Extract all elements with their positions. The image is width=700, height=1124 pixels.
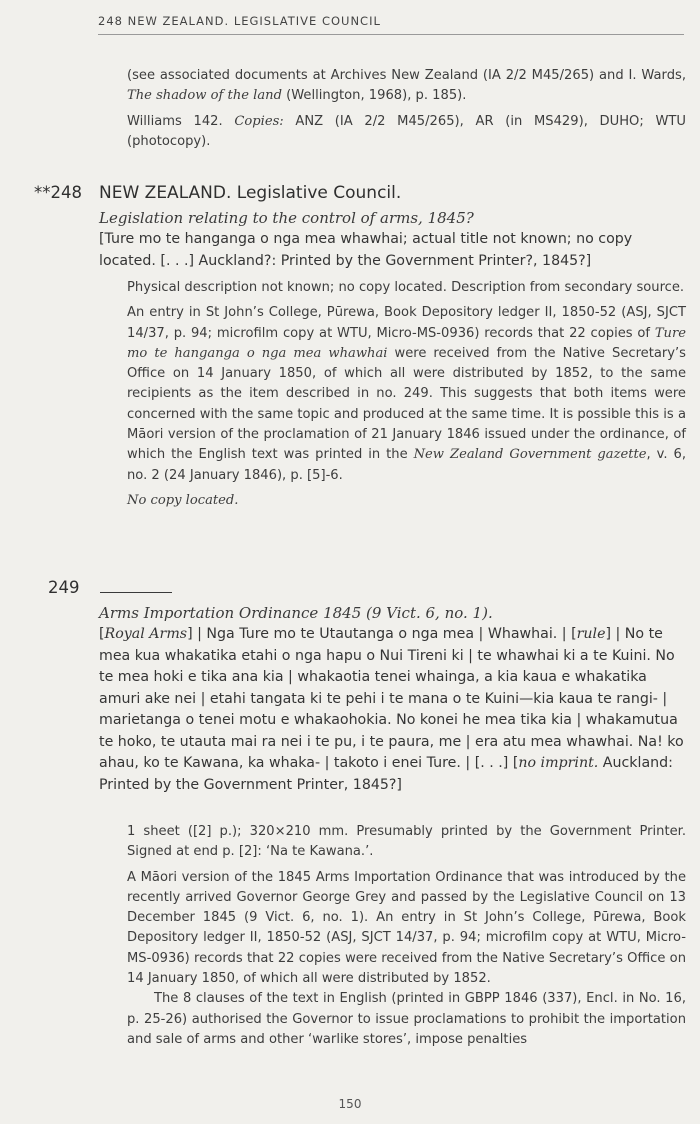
entry-249-body: [99, 602, 686, 796]
entry-title: Arms Importation Ordinance 1845 (9 Vict. 6, no. 1).: [99, 604, 493, 622]
entry-249-notes: [127, 822, 686, 1055]
transcription-text: ] | Nga Ture mo te Utautanga o nga mea | Whawhai. | [: [187, 626, 577, 642]
note-text: An entry in St John’s College, Pūrewa, Book Depository ledger II, 1850-52 (ASJ, SJCT 14/37, p. 94; microfilm copy at WTU, Micro-MS-0936) records that 22 copies of: [127, 305, 686, 341]
transcription-text: Auckland: Printed by the Government Printer, 1845?]: [99, 755, 673, 793]
note-italic: Ture mo te hanganga o nga mea whawhai: [127, 325, 686, 361]
note-text: were received from the Native Secretary’s Office on 14 January 1850, of which all were distributed by 1852, to the same recipients as the item described in no. 249. This suggests that both items were concerned with the same topic and produced at the same time. It is possible this is a Māori version of the proclamation of 21 January 1846 issued under the ordinance, of which the English text was printed in the: [127, 345, 686, 463]
entry-transcription: [99, 624, 686, 796]
previous-entry-note: [127, 66, 686, 107]
transcription-italic: no imprint.: [518, 755, 599, 771]
entry-248-notes: [127, 278, 686, 516]
running-head: 248 NEW ZEALAND. LEGISLATIVE COUNCIL: [98, 14, 381, 28]
physical-description: Physical description not known; no copy located. Description from secondary source.: [127, 280, 685, 295]
note-italic: Copies:: [234, 113, 284, 129]
header-rule: [98, 34, 684, 35]
note-text: , v. 6, no. 2 (24 January 1846), p. [5]-6.: [127, 447, 686, 483]
note-italic: The shadow of the land: [127, 88, 282, 104]
note-text: (see associated documents at Archives New Zealand (IA 2/2 M45/265) and I. Wards,: [127, 68, 686, 83]
entry-note: A Māori version of the 1845 Arms Importation Ordinance that was introduced by the recently arrived Governor George Grey and passed by the Legislative Council on 13 December 1845 (9 Vict. 6, no. 1). An entry in St John’s College, Pūrewa, Book Depository ledger II, 1850-52 (ASJ, SJCT 14/37, p. 94; microfilm copy at WTU, Micro-MS-0936) records that 22 copies were received from the Native Secretary’s Office on 14 January 1850, of which all were distributed by 1852.: [127, 869, 686, 987]
entry-heading: NEW ZEALAND. Legislative Council.: [99, 183, 402, 203]
transcription-text: [: [99, 626, 105, 642]
previous-entry-copies: [127, 112, 686, 153]
entry-title: Legislation relating to the control of arms, 1845?: [99, 209, 474, 227]
page-number: 150: [338, 1097, 362, 1111]
entry-note: [127, 303, 686, 486]
note-text: (Wellington, 1968), p. 185).: [281, 88, 467, 104]
entry-transcription: [Ture mo te hanganga o nga mea whawhai; actual title not known; no copy located. [. . .] Auckland?: Printed by the Government Printer?, 1845?]: [99, 231, 633, 269]
entry-number-248: **248: [34, 183, 82, 202]
copies-note: [127, 491, 686, 511]
transcription-italic: Royal Arms: [104, 626, 188, 642]
physical-description: 1 sheet ([2] p.); 320×210 mm. Presumably printed by the Government Printer. Signed at end p. [2]: ‘Na te Kawana.’.: [127, 824, 686, 860]
transcription-text: ] | No te mea kua whakatika etahi o nga hapu o Nui Tireni ki | te whawhai ki a te Kuini. No te mea hoki e tika ana kia | whakaotia tenei whainga, a kia kaua e whakatika amuri ake nei | etahi tangata ki te pehi i te mana o te Kuini—kia kaua te rangi- | marietanga o tenei motu e whakaohokia. No konei he mea tika kia | whakamutua te hoko, te utauta mai ra nei i te pu, i te paura, me | era atu mea whawhai. Na! ko ahau, ko te Kawana, ka whaka- | takoto i enei Ture. | [. . .] [: [99, 626, 684, 771]
entry-note-continued: The 8 clauses of the text in English (printed in GBPP 1846 (337), Encl. in No. 16, p. 25-26) authorised the Governor to issue proclamations to prohibit the importation and sale of arms and other ‘warlike stores’, impose penalties: [127, 991, 686, 1047]
repeated-heading-rule: [100, 592, 172, 593]
note-italic: New Zealand Government gazette: [413, 447, 647, 463]
entry-number-249: 249: [48, 578, 80, 597]
copies-text: No copy located.: [127, 492, 239, 508]
entry-248-body: [99, 207, 686, 272]
note-text: ANZ (IA 2/2 M45/265), AR (in MS429), DUHO; WTU (photocopy).: [127, 113, 686, 149]
transcription-italic: rule: [576, 626, 606, 642]
note-text: Williams 142.: [127, 113, 235, 129]
previous-entry-notes: [127, 66, 686, 157]
